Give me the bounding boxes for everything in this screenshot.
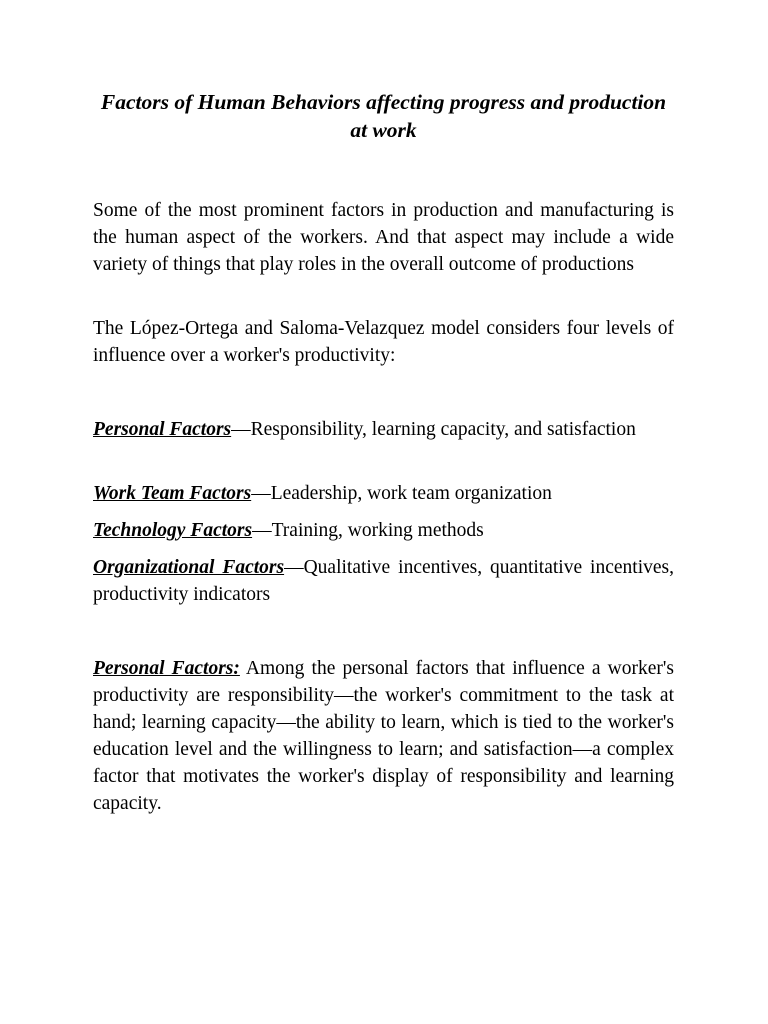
document-title: Factors of Human Behaviors affecting progress and production at work bbox=[100, 90, 667, 142]
factor-description: —Leadership, work team organization bbox=[251, 483, 552, 504]
personal-factors-paragraph bbox=[93, 655, 674, 817]
factor-term: Technology Factors bbox=[93, 520, 253, 541]
factor-term: Personal Factors bbox=[93, 419, 232, 440]
factor-item-technology bbox=[93, 517, 674, 544]
factor-item-organizational bbox=[93, 554, 674, 608]
personal-factors-heading: Personal Factors: bbox=[93, 658, 240, 679]
factor-term: Organizational Factors bbox=[93, 557, 285, 578]
factor-item-work-team bbox=[93, 480, 674, 507]
factor-item-personal bbox=[93, 416, 674, 443]
factor-description: —Qualitative incentives, quantitative incentives, productivity indicators bbox=[93, 557, 674, 605]
factor-term: Work Team Factors bbox=[93, 483, 252, 504]
personal-factors-text: Among the personal factors that influence a worker's productivity are responsibility—the worker's commitment to the task at hand; learning capacity—the ability to learn, which is tied to the worker's education level and the willingness to learn; and satisfaction—a complex factor that motivates the worker's display of responsibility and learning capacity. bbox=[93, 658, 674, 814]
factor-description: —Responsibility, learning capacity, and satisfaction bbox=[231, 419, 636, 440]
factor-description: —Training, working methods bbox=[252, 520, 484, 541]
model-paragraph: The López-Ortega and Saloma-Velazquez model considers four levels of influence over a worker's productivity: bbox=[93, 318, 674, 366]
intro-paragraph: Some of the most prominent factors in production and manufacturing is the human aspect of the workers. And that aspect may include a wide variety of things that play roles in the overall outcome of productions bbox=[93, 200, 674, 275]
